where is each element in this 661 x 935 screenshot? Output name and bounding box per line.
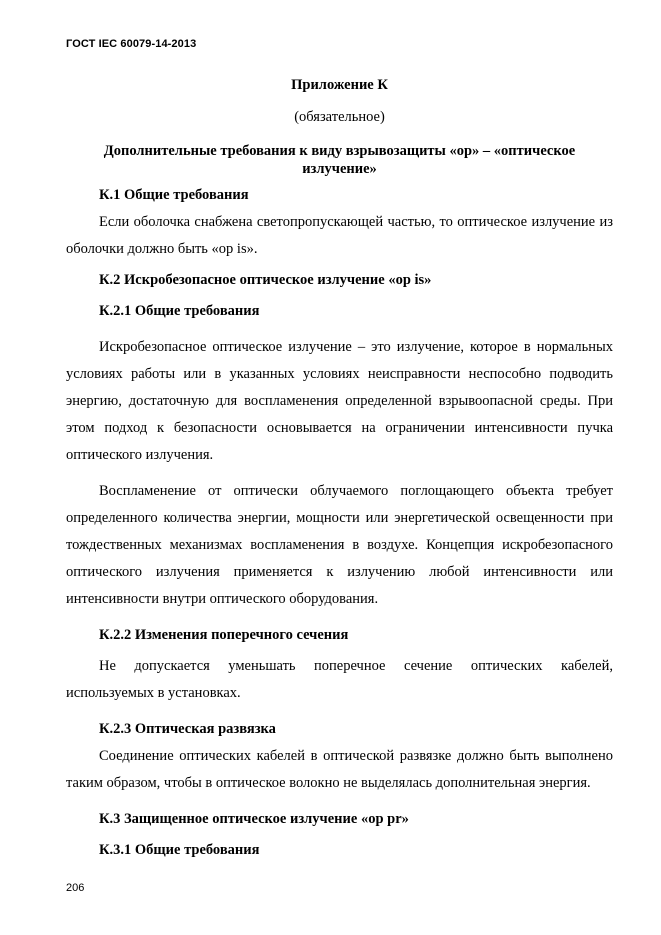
section-k21-title: К.2.1 Общие требования — [99, 303, 260, 319]
annex-heading: Дополнительные требования к виду взрывозащиты «op» – «оптическое излучение» — [103, 143, 576, 177]
section-k23-title: К.2.3 Оптическая развязка — [99, 721, 276, 737]
section-k23-text: Соединение оптических кабелей в оптической развязке должно быть выполнено таким образом, чтобы в оптическое волокно не выделялась дополнительная энергия. — [66, 748, 613, 791]
page-number: 206 — [66, 882, 85, 894]
section-k21-text-1: Искробезопасное оптическое излучение – это излучение, которое в нормальных условиях работы или в указанных условиях неисправности неспособно подводить энергию, достаточную для воспламенения определенной взрывоопасной среды. При этом подход к безопасности основывается на ограничении интенсивности пучка оптического излучения. — [66, 339, 613, 463]
section-k3-title: К.3 Защищенное оптическое излучение «op pr» — [99, 811, 409, 827]
section-k21-text-2: Воспламенение от оптически облучаемого поглощающего объекта требует определенного количества энергии, мощности или энергетической освещенности при тождественных механизмах воспламенения в воздухе. Концепция искробезопасного оптического излучения применяется к излучению любой интенсивности или интенсивности внутри оптического оборудования. — [66, 483, 613, 607]
page-content — [66, 74, 613, 864]
document-header: ГОСТ IEC 60079-14-2013 — [66, 38, 197, 50]
section-k22-title: К.2.2 Изменения поперечного сечения — [99, 627, 349, 643]
section-k31-title: К.3.1 Общие требования — [99, 842, 260, 858]
annex-status: (обязательное) — [294, 109, 385, 125]
section-k22-text: Не допускается уменьшать поперечное сечение оптических кабелей, используемых в установках. — [66, 658, 613, 701]
section-k1-text: Если оболочка снабжена светопропускающей частью, то оптическое излучение из оболочки должно быть «op is». — [66, 214, 613, 257]
section-k2-title: К.2 Искробезопасное оптическое излучение «op is» — [99, 272, 432, 288]
section-k1-title: К.1 Общие требования — [99, 187, 249, 203]
annex-title: Приложение К — [291, 77, 388, 93]
